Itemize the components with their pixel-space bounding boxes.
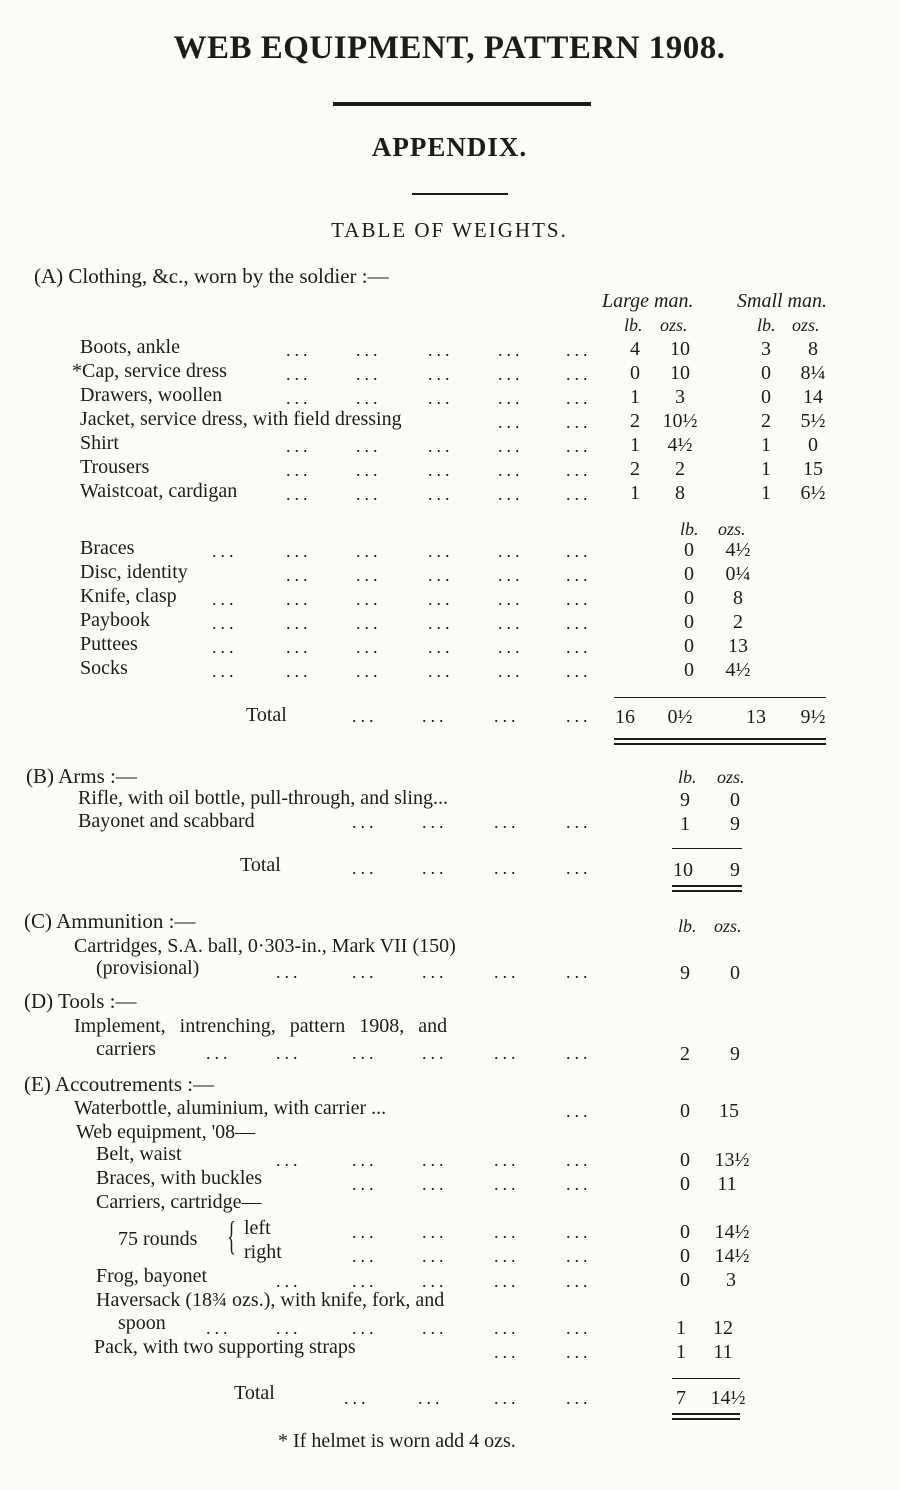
row-a-small-lb: 1 (761, 434, 771, 456)
total-b-dots: ... (422, 858, 448, 878)
row-a-dots: ... (286, 388, 312, 408)
row-common-dots: ... (566, 589, 592, 609)
row-common-dots: ... (428, 661, 454, 681)
bayonet-label: Bayonet and scabbard (78, 810, 255, 832)
common-lb-header: lb. (680, 519, 699, 539)
frog-dots: ... (422, 1271, 448, 1291)
row-a-label: Trousers (80, 456, 150, 478)
row-common-dots: ... (286, 613, 312, 633)
total-b-rule-bottom (672, 890, 742, 892)
right-dots: ... (566, 1246, 592, 1266)
row-a-dots: ... (356, 388, 382, 408)
haversack-line2: spoon (118, 1312, 166, 1334)
total-a-label: Total (246, 704, 287, 726)
row-common-dots: ... (566, 565, 592, 585)
row-common-dots: ... (428, 541, 454, 561)
total-a-dots: ... (352, 706, 378, 726)
row-common-oz: 4½ (725, 539, 751, 561)
belt-dots: ... (422, 1150, 448, 1170)
row-a-label: Drawers, woollen (80, 384, 223, 406)
row-a-dots: ... (498, 460, 524, 480)
row-a-small-oz: 8 (808, 338, 818, 360)
bayonet-dots: ... (566, 812, 592, 832)
row-a-large-oz: 4½ (667, 434, 693, 456)
row-a-large-lb: 1 (630, 386, 640, 408)
rounds-label: 75 rounds (118, 1228, 198, 1250)
row-a-small-oz: 15 (803, 458, 823, 480)
row-common-dots: ... (566, 541, 592, 561)
total-b-rule-bottom (672, 885, 742, 887)
row-a-dots: ... (356, 340, 382, 360)
implement-line1: Implement, intrenching, pattern 1908, and (74, 1015, 448, 1037)
section-e-heading: (E) Accoutrements :— (24, 1072, 215, 1096)
row-common-dots: ... (286, 589, 312, 609)
row-a-small-lb: 0 (761, 362, 771, 384)
row-common-dots: ... (566, 661, 592, 681)
implement-dots: ... (206, 1043, 232, 1063)
row-common-dots: ... (498, 637, 524, 657)
total-b-dots: ... (566, 858, 592, 878)
row-a-large-oz: 10 (670, 338, 690, 360)
section-c-ozs-header: ozs. (714, 916, 742, 936)
row-a-dots: ... (428, 364, 454, 384)
total-a-large-lb: 16 (615, 706, 635, 728)
pack-lb: 1 (676, 1341, 686, 1363)
bayonet-dots: ... (494, 812, 520, 832)
frog-oz: 3 (726, 1269, 736, 1291)
row-a-small-lb: 0 (761, 386, 771, 408)
total-e-rule-bottom (672, 1418, 740, 1420)
rifle-oz: 0 (730, 789, 740, 811)
col-large-man: Large man. (602, 290, 694, 312)
row-a-dots: ... (498, 364, 524, 384)
frog-dots: ... (276, 1271, 302, 1291)
row-a-dots: ... (566, 412, 592, 432)
row-a-dots: ... (428, 460, 454, 480)
row-a-dots: ... (566, 364, 592, 384)
pack-dots: ... (494, 1342, 520, 1362)
row-common-lb: 0 (684, 587, 694, 609)
row-a-dots: ... (286, 460, 312, 480)
haversack-dots: ... (494, 1318, 520, 1338)
row-a-large-lb: 2 (630, 410, 640, 432)
row-common-label: Knife, clasp (80, 585, 177, 607)
row-a-dots: ... (356, 436, 382, 456)
pack-dots: ... (566, 1342, 592, 1362)
row-a-dots: ... (498, 340, 524, 360)
left-label: left (244, 1217, 271, 1239)
frog-dots: ... (566, 1271, 592, 1291)
frog-lb: 0 (680, 1269, 690, 1291)
row-a-label: Jacket, service dress, with field dressing (80, 408, 402, 430)
rifle-lb: 9 (680, 789, 690, 811)
row-common-dots: ... (286, 637, 312, 657)
row-a-label: Shirt (80, 432, 119, 454)
total-b-label: Total (240, 854, 281, 876)
cartridges-dots: ... (352, 962, 378, 982)
row-a-large-oz: 10 (670, 362, 690, 384)
total-a-rule-top (614, 697, 826, 698)
braces-buckles-dots: ... (494, 1174, 520, 1194)
right-dots: ... (494, 1246, 520, 1266)
total-a-rule-bottom (614, 738, 826, 740)
footnote: * If helmet is worn add 4 ozs. (278, 1430, 516, 1452)
implement-lb: 2 (680, 1043, 690, 1065)
row-a-large-lb: 4 (630, 338, 640, 360)
row-a-dots: ... (566, 388, 592, 408)
row-a-dots: ... (428, 436, 454, 456)
total-a-dots: ... (494, 706, 520, 726)
total-e-rule-top (672, 1378, 740, 1379)
total-b-dots: ... (494, 858, 520, 878)
web-equipment-heading: Web equipment, '08— (76, 1121, 256, 1143)
belt-label: Belt, waist (96, 1143, 182, 1165)
appendix-divider (412, 193, 508, 195)
row-a-large-oz: 2 (675, 458, 685, 480)
total-e-lb: 7 (676, 1387, 686, 1409)
row-common-oz: 0¼ (725, 563, 751, 585)
section-b-heading: (B) Arms :— (26, 764, 137, 788)
col-small-ozs: ozs. (792, 315, 820, 335)
total-a-dots: ... (422, 706, 448, 726)
common-ozs-header: ozs. (718, 519, 746, 539)
section-c-lb-header: lb. (678, 916, 697, 936)
row-common-label: Puttees (80, 633, 138, 655)
row-a-large-oz: 3 (675, 386, 685, 408)
braces-buckles-lb: 0 (680, 1173, 690, 1195)
row-a-dots: ... (566, 460, 592, 480)
cartridges-dots: ... (566, 962, 592, 982)
belt-lb: 0 (680, 1149, 690, 1171)
row-a-label: Waistcoat, cardigan (80, 480, 238, 502)
row-a-dots: ... (498, 484, 524, 504)
row-common-lb: 0 (684, 659, 694, 681)
row-common-dots: ... (356, 589, 382, 609)
braces-buckles-label: Braces, with buckles (96, 1167, 263, 1189)
cartridges-line1: Cartridges, S.A. ball, 0·303-in., Mark VII (150) (74, 935, 456, 957)
title-divider (333, 102, 591, 106)
implement-dots: ... (352, 1043, 378, 1063)
braces-buckles-dots: ... (352, 1174, 378, 1194)
cartridges-oz: 0 (730, 962, 740, 984)
implement-dots: ... (494, 1043, 520, 1063)
col-large-ozs: ozs. (660, 315, 688, 335)
row-a-dots: ... (498, 436, 524, 456)
belt-dots: ... (566, 1150, 592, 1170)
cartridges-line2: (provisional) (96, 957, 200, 979)
row-common-dots: ... (566, 637, 592, 657)
row-a-dots: ... (356, 484, 382, 504)
cartridges-lb: 9 (680, 962, 690, 984)
left-dots: ... (494, 1222, 520, 1242)
waterbottle-label: Waterbottle, aluminium, with carrier ... (74, 1097, 387, 1119)
implement-line2: carriers (96, 1038, 156, 1060)
row-common-dots: ... (428, 613, 454, 633)
bayonet-oz: 9 (730, 813, 740, 835)
row-common-dots: ... (356, 613, 382, 633)
row-common-dots: ... (356, 637, 382, 657)
page-title: WEB EQUIPMENT, PATTERN 1908. (173, 30, 726, 66)
haversack-dots: ... (276, 1318, 302, 1338)
total-e-oz: 14½ (710, 1387, 746, 1409)
belt-dots: ... (494, 1150, 520, 1170)
left-lb: 0 (680, 1221, 690, 1243)
row-common-dots: ... (212, 637, 238, 657)
row-a-dots: ... (286, 436, 312, 456)
haversack-oz: 12 (713, 1317, 733, 1339)
row-a-dots: ... (566, 340, 592, 360)
row-a-dots: ... (428, 484, 454, 504)
braces-buckles-dots: ... (422, 1174, 448, 1194)
col-small-lb: lb. (757, 315, 776, 335)
col-large-lb: lb. (624, 315, 643, 335)
belt-dots: ... (276, 1150, 302, 1170)
row-a-dots: ... (286, 484, 312, 504)
total-a-small-oz: 9½ (800, 706, 826, 728)
row-common-oz: 8 (733, 587, 743, 609)
haversack-lb: 1 (676, 1317, 686, 1339)
row-a-small-oz: 0 (808, 434, 818, 456)
row-common-dots: ... (286, 661, 312, 681)
row-a-dots: ... (428, 340, 454, 360)
row-common-oz: 2 (733, 611, 743, 633)
row-a-dots: ... (498, 412, 524, 432)
belt-oz: 13½ (714, 1149, 750, 1171)
total-e-dots: ... (566, 1388, 592, 1408)
frog-label: Frog, bayonet (96, 1265, 208, 1287)
total-a-dots: ... (566, 706, 592, 726)
curly-brace: { (227, 1213, 236, 1258)
row-a-large-lb: 1 (630, 482, 640, 504)
row-a-small-lb: 3 (761, 338, 771, 360)
section-a-heading: (A) Clothing, &c., worn by the soldier :— (34, 264, 389, 288)
row-common-label: Braces (80, 537, 135, 559)
row-common-label: Socks (80, 657, 128, 679)
row-a-small-oz: 14 (803, 386, 823, 408)
cartridges-dots: ... (494, 962, 520, 982)
total-a-large-oz: 0½ (667, 706, 693, 728)
total-b-dots: ... (352, 858, 378, 878)
implement-dots: ... (276, 1043, 302, 1063)
row-common-dots: ... (428, 589, 454, 609)
row-common-lb: 0 (684, 611, 694, 633)
section-b-ozs-header: ozs. (717, 767, 745, 787)
row-a-dots: ... (428, 388, 454, 408)
row-common-lb: 0 (684, 539, 694, 561)
row-a-label: *Cap, service dress (72, 360, 227, 382)
total-e-dots: ... (344, 1388, 370, 1408)
row-common-dots: ... (428, 637, 454, 657)
section-d-heading: (D) Tools :— (24, 989, 137, 1013)
haversack-line1: Haversack (18¾ ozs.), with knife, fork, and (96, 1289, 445, 1311)
braces-buckles-oz: 11 (717, 1173, 737, 1195)
cartridges-dots: ... (276, 962, 302, 982)
row-a-dots: ... (566, 484, 592, 504)
total-b-rule-top (672, 848, 742, 849)
right-oz: 14½ (714, 1245, 750, 1267)
row-a-large-oz: 10½ (662, 410, 698, 432)
row-common-dots: ... (212, 661, 238, 681)
row-common-dots: ... (498, 589, 524, 609)
row-common-oz: 4½ (725, 659, 751, 681)
waterbottle-dots: ... (566, 1101, 592, 1121)
row-a-small-oz: 5½ (800, 410, 826, 432)
total-e-dots: ... (418, 1388, 444, 1408)
right-dots: ... (422, 1246, 448, 1266)
row-a-small-lb: 1 (761, 458, 771, 480)
row-a-small-oz: 6½ (800, 482, 826, 504)
waterbottle-lb: 0 (680, 1100, 690, 1122)
frog-dots: ... (494, 1271, 520, 1291)
row-common-oz: 13 (728, 635, 748, 657)
row-a-large-lb: 0 (630, 362, 640, 384)
total-e-rule-bottom (672, 1413, 740, 1415)
row-a-small-lb: 1 (761, 482, 771, 504)
row-common-dots: ... (356, 541, 382, 561)
left-oz: 14½ (714, 1221, 750, 1243)
section-b-lb-header: lb. (678, 767, 697, 787)
row-common-dots: ... (356, 661, 382, 681)
total-e-dots: ... (494, 1388, 520, 1408)
pack-label: Pack, with two supporting straps (94, 1336, 356, 1358)
row-a-large-lb: 1 (630, 434, 640, 456)
row-common-dots: ... (566, 613, 592, 633)
row-common-dots: ... (356, 565, 382, 585)
row-a-dots: ... (356, 364, 382, 384)
total-a-rule-bottom (614, 743, 826, 745)
right-lb: 0 (680, 1245, 690, 1267)
haversack-dots: ... (206, 1318, 232, 1338)
implement-dots: ... (566, 1043, 592, 1063)
total-b-lb: 10 (673, 859, 693, 881)
carriers-heading: Carriers, cartridge— (96, 1191, 262, 1213)
row-a-large-oz: 8 (675, 482, 685, 504)
row-common-dots: ... (498, 565, 524, 585)
total-e-label: Total (234, 1382, 275, 1404)
row-common-lb: 0 (684, 635, 694, 657)
row-common-label: Paybook (80, 609, 150, 631)
row-a-small-oz: 8¼ (800, 362, 826, 384)
right-dots: ... (352, 1246, 378, 1266)
row-common-dots: ... (286, 565, 312, 585)
belt-dots: ... (352, 1150, 378, 1170)
row-common-dots: ... (212, 589, 238, 609)
col-small-man: Small man. (737, 290, 827, 312)
row-a-small-lb: 2 (761, 410, 771, 432)
row-common-dots: ... (498, 613, 524, 633)
haversack-dots: ... (566, 1318, 592, 1338)
row-common-dots: ... (286, 541, 312, 561)
right-label: right (244, 1241, 282, 1263)
left-dots: ... (566, 1222, 592, 1242)
left-dots: ... (422, 1222, 448, 1242)
row-common-dots: ... (212, 613, 238, 633)
pack-oz: 11 (713, 1341, 733, 1363)
row-a-dots: ... (286, 364, 312, 384)
row-a-label: Boots, ankle (80, 336, 180, 358)
row-a-dots: ... (498, 388, 524, 408)
table-title: TABLE OF WEIGHTS. (331, 218, 568, 242)
row-a-large-lb: 2 (630, 458, 640, 480)
bayonet-lb: 1 (680, 813, 690, 835)
section-c-heading: (C) Ammunition :— (24, 909, 196, 933)
bayonet-dots: ... (352, 812, 378, 832)
total-b-oz: 9 (730, 859, 740, 881)
total-a-small-lb: 13 (746, 706, 766, 728)
row-a-dots: ... (566, 436, 592, 456)
row-a-dots: ... (356, 460, 382, 480)
left-dots: ... (352, 1222, 378, 1242)
bayonet-dots: ... (422, 812, 448, 832)
braces-buckles-dots: ... (566, 1174, 592, 1194)
row-common-dots: ... (212, 541, 238, 561)
waterbottle-oz: 15 (719, 1100, 739, 1122)
row-common-dots: ... (428, 565, 454, 585)
row-common-lb: 0 (684, 563, 694, 585)
rifle-label: Rifle, with oil bottle, pull-through, and sling... (78, 787, 448, 809)
row-common-label: Disc, identity (80, 561, 188, 583)
implement-dots: ... (422, 1043, 448, 1063)
cartridges-dots: ... (422, 962, 448, 982)
row-a-dots: ... (286, 340, 312, 360)
haversack-dots: ... (422, 1318, 448, 1338)
haversack-dots: ... (352, 1318, 378, 1338)
appendix-heading: APPENDIX. (371, 132, 528, 162)
implement-oz: 9 (730, 1043, 740, 1065)
row-common-dots: ... (498, 661, 524, 681)
frog-dots: ... (352, 1271, 378, 1291)
row-common-dots: ... (498, 541, 524, 561)
